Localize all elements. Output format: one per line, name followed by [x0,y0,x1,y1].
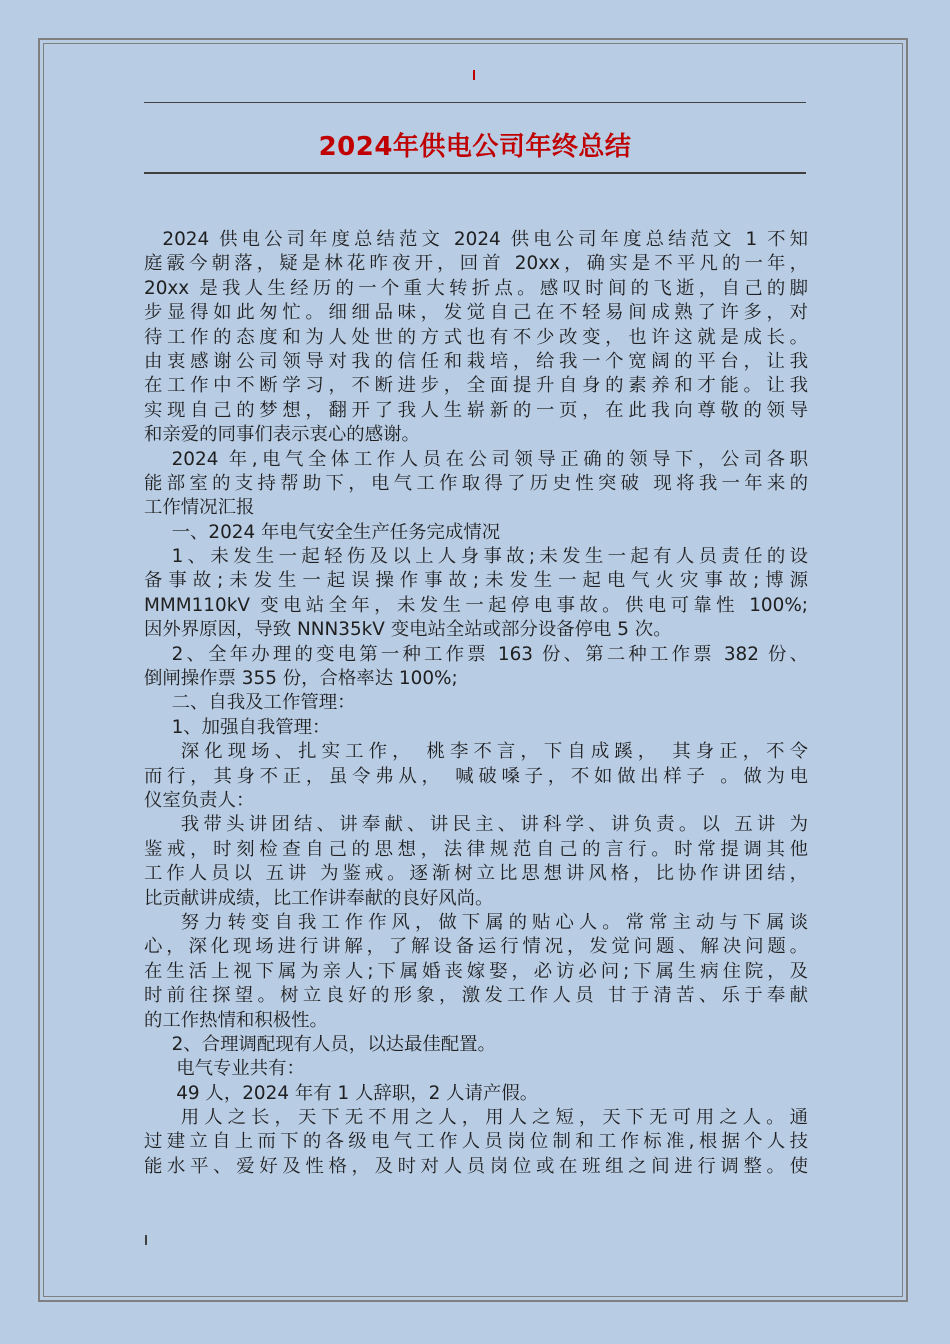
body-line: 而行，其身不正，虽令弗从， 喊破嗓子，不如做出样子 。做为电 [144,765,808,787]
body-line: 工作人员以 五讲 为鉴戒。逐渐树立比思想讲风格，比协作讲团结， [144,863,808,885]
body-line: 二、自我及工作管理： [171,692,356,714]
body-line: 倒闸操作票 355 份，合格率达 100%; [144,668,458,690]
body-line: 1、加强自我管理： [171,716,331,738]
body-line: 1、未发生一起轻伤及以上人身事故;未发生一起有人员责任的设 [171,546,808,568]
body-line: 的工作热情和积极性。 [144,1009,328,1031]
body-line: 电气专业共有： [176,1058,305,1080]
body-line: 2、全年办理的变电第一种工作票 163 份、第二种工作票 382 份、 [171,643,808,665]
body-line: 过建立自上而下的各级电气工作人员岗位制和工作标准,根据个人技 [144,1131,808,1153]
body-line: 因外界原因，导致 NNN35kV 变电站全站或部分设备停电 5 次。 [144,619,672,641]
body-line: 时前往探望。树立良好的形象，激发工作人员 甘于清苦、乐于奉献 [144,985,808,1007]
body-line: 比贡献讲成绩，比工作讲奉献的良好风尚。 [144,887,494,909]
body-line: 用人之长，天下无不用之人，用人之短，天下无可用之人。通 [180,1107,808,1129]
body-line: 实现自己的梦想，翻开了我人生崭新的一页，在此我向尊敬的领导 [144,399,808,421]
document-body [144,228,808,1179]
body-line: 和亲爱的同事们表示衷心的感谢。 [144,424,420,446]
body-line: 深化现场、扎实工作， 桃李不言，下自成蹊， 其身正，不令 [180,741,808,763]
body-line: 能部室的支持帮助下，电气工作取得了历史性突破 现将我一年来的 [144,472,808,494]
body-line: 一、2024 年电气安全生产任务完成情况 [171,521,501,543]
body-line: MMM110kV 变电站全年，未发生一起停电事故。供电可靠性 100%; [144,594,808,616]
body-line: 努力转变自我工作作风，做下属的贴心人。常常主动与下属谈 [180,911,808,933]
body-line: 由衷感谢公司领导对我的信任和栽培，给我一个宽阔的平台，让我 [144,350,808,372]
body-line: 在工作中不断学习，不断进步，全面提升自身的素养和才能。让我 [144,375,808,397]
body-line: 2024 供电公司年度总结范文 2024 供电公司年度总结范文 1 不知 [162,229,808,250]
body-line: 2、合理调配现有人员，以达最佳配置。 [171,1033,496,1055]
title-rule [144,172,806,174]
header-cursor-mark [473,70,475,80]
body-line: 能水平、爱好及性格，及时对人员岗位或在班组之间进行调整。使 [144,1155,808,1177]
footer-cursor-mark [145,1235,147,1245]
body-line: 鉴戒，时刻检查自己的思想，法律规范自己的言行。时常提调其他 [144,838,808,860]
body-line: 备事故;未发生一起误操作事故;未发生一起电气火灾事故;博源 [144,570,808,592]
body-line: 庭霰今朝落，疑是林花昨夜开，回首 20xx，确实是不平凡的一年， [144,253,808,275]
document-title: 2024年供电公司年终总结 [318,132,632,162]
body-line: 待工作的态度和为人处世的方式也有不少改变，也许这就是成长。 [144,326,808,348]
body-line: 我带头讲团结、讲奉献、讲民主、讲科学、讲负责。以 五讲 为 [180,814,808,836]
header-rule [144,102,806,103]
body-line: 20xx 是我人生经历的一个重大转折点。感叹时间的飞逝，自己的脚 [144,277,808,299]
body-line: 仪室负责人： [144,789,255,811]
body-line: 49 人，2024 年有 1 人辞职，2 人请产假。 [176,1082,539,1104]
body-line: 心，深化现场进行讲解，了解设备运行情况，发觉问题、解决问题。 [144,936,808,958]
body-line: 步显得如此匆忙。细细品味，发觉自己在不轻易间成熟了许多，对 [144,302,808,324]
body-line: 工作情况汇报 [144,497,255,519]
body-line: 2024 年,电气全体工作人员在公司领导正确的领导下，公司各职 [171,448,808,470]
body-line: 在生活上视下属为亲人;下属婚丧嫁娶，必访必问;下属生病住院，及 [144,960,808,982]
